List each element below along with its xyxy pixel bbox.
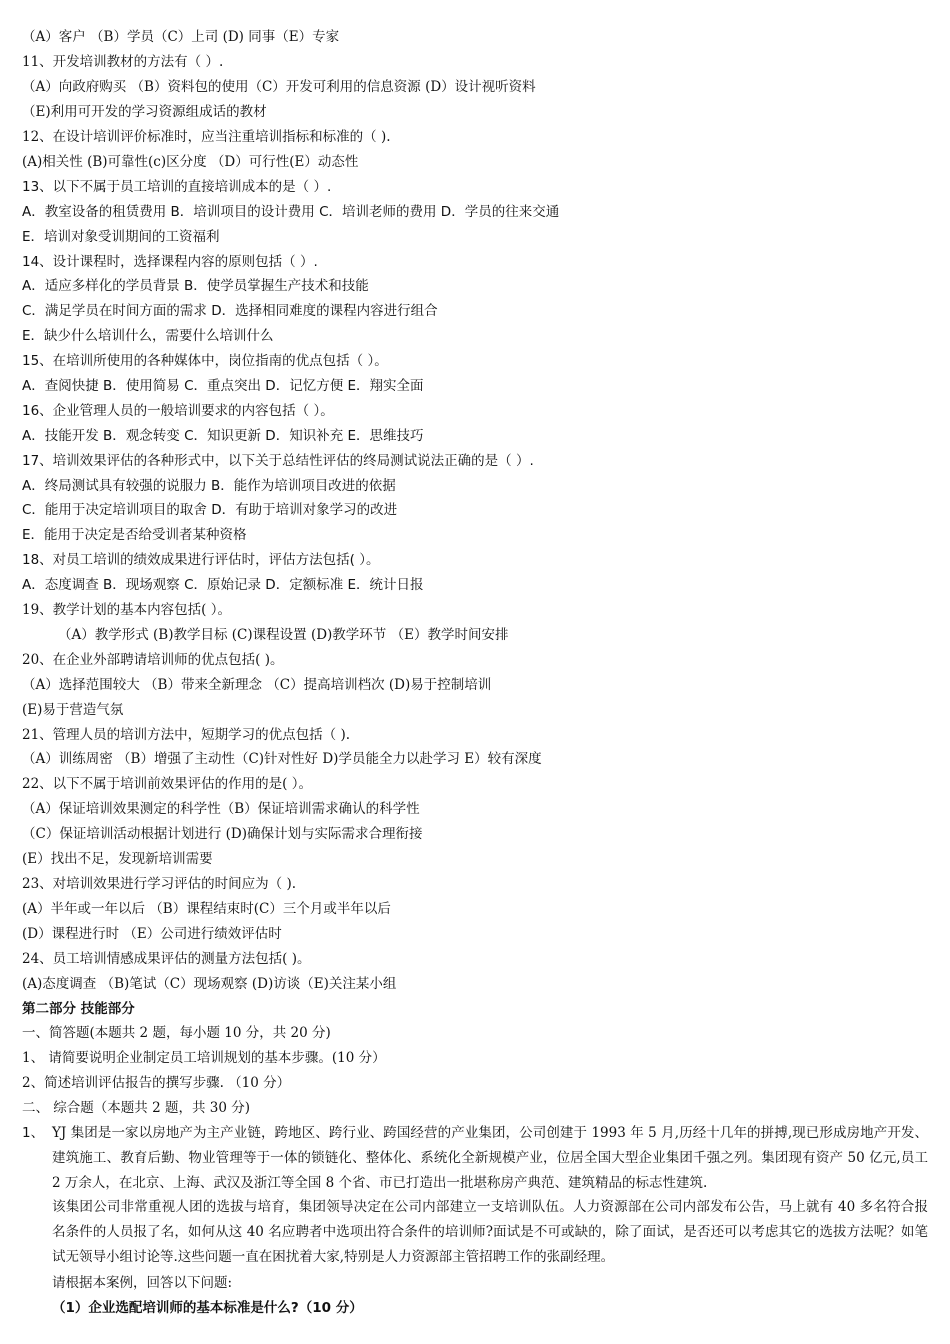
option-line: （A）客户 （B）学员（C）上司 (D) 同事（E）专家 (22, 29, 340, 45)
option-line: （A）选择范围较大 （B）带来全新理念 （C）提高培训档次 (D)易于控制培训 (22, 677, 492, 693)
question-11: 11、开发培训教材的方法有（ ）. (22, 54, 224, 70)
option-line: （C）保证培训活动根据计划进行 (D)确保计划与实际需求合理衔接 (22, 826, 423, 842)
case-paragraph-1: YJ 集团是一家以房地产为主产业链，跨地区、跨行业、跨国经营的产业集团，公司创建于 1993 年 5 月,历经十几年的拼搏,现已形成房地产开发、建筑施工、教育后勤、物业管理等于一体的锁链化、整体化、系统化全新规模产业，位居全国大型企业集团千强之列。集团现有资产 50 亿元,员工 2 万余人，在北京、上海、武汉及浙江等全国 8 个省、市已打造出一批堪称房产典范、建筑精品的标志性建筑. (52, 1125, 928, 1191)
comprehensive-heading: 二、 综合题（本题共 2 题，共 30 分) (22, 1100, 250, 1116)
question-22: 22、以下不属于培训前效果评估的作用的是( ）。 (22, 776, 312, 792)
question-18: 18、对员工培训的绩效成果进行评估时，评估方法包括( ）。 (22, 552, 380, 568)
case-paragraph-2: 该集团公司非常重视人团的选拔与培育，集团领导决定在公司内部建立一支培训队伍。人力资源部在公司内部发布公告，马上就有 40 多名符合报名条件的人员报了名，如何从这 40 名应聘者中选项出符合条件的培训师?面试是不可或缺的，除了面试，是否还可以考虑其它的选拔方法呢？如笔试无领导小组讨论等.这些问题一直在困扰着大家,特别是人力资源部主管招聘工作的张副经理。 (52, 1199, 928, 1265)
option-line: E．培训对象受训期间的工资福利 (22, 229, 220, 245)
option-line: (E)易于营造气氛 (22, 702, 124, 718)
option-line: (D）课程进行时 （E）公司进行绩效评估时 (22, 926, 282, 942)
option-line: （A）训练周密 （B）增强了主动性（C)针对性好 D)学员能全力以赴学习 E）较有深度 (22, 751, 542, 767)
question-24: 24、员工培训情感成果评估的测量方法包括( )。 (22, 951, 311, 967)
case-question-1: （1）企业选配培训师的基本标准是什么?（10 分） (52, 1300, 363, 1316)
option-line: A．终局测试具有较强的说服力 B．能作为培训项目改进的依据 (22, 478, 396, 494)
option-line: E．能用于决定是否给受训者某种资格 (22, 527, 247, 543)
option-line: C．能用于决定培训项目的取舍 D．有助于培训对象学习的改进 (22, 502, 398, 518)
section-heading: 第二部分 技能部分 (22, 1001, 135, 1017)
option-line: (A)相关性 (B)可靠性(c)区分度 （D）可行性(E）动态性 (22, 154, 359, 170)
option-line: A．查阅快捷 B．使用简易 C．重点突出 D．记忆方便 E．翔实全面 (22, 378, 424, 394)
question-16: 16、企业管理人员的一般培训要求的内容包括（ ）。 (22, 403, 334, 419)
option-line: C．满足学员在时间方面的需求 D．选择相同难度的课程内容进行组合 (22, 303, 438, 319)
option-line: (E）找出不足，发现新培训需要 (22, 851, 213, 867)
question-20: 20、在企业外部聘请培训师的优点包括( )。 (22, 652, 284, 668)
short-answer-q1: 1、 请简要说明企业制定员工培训规划的基本步骤。(10 分） (22, 1050, 386, 1066)
option-line: A．技能开发 B．观念转变 C．知识更新 D．知识补充 E．思维技巧 (22, 428, 424, 444)
question-19: 19、教学计划的基本内容包括( ）。 (22, 602, 231, 618)
option-line: A．教室设备的租赁费用 B．培训项目的设计费用 C．培训老师的费用 D．学员的往来交通 (22, 204, 560, 220)
question-17: 17、培训效果评估的各种形式中，以下关于总结性评估的终局测试说法正确的是（ ）. (22, 453, 534, 469)
option-line: (A）半年或一年以后 （B）课程结束时(C）三个月或半年以后 (22, 901, 391, 917)
question-14: 14、设计课程时，选择课程内容的原则包括（ ）. (22, 254, 318, 270)
option-line: A．适应多样化的学员背景 B．使学员掌握生产技术和技能 (22, 278, 369, 294)
option-line: （E)利用可开发的学习资源组成话的教材 (22, 104, 267, 120)
short-answer-heading: 一、简答题(本题共 2 题，每小题 10 分，共 20 分) (22, 1025, 331, 1041)
question-23: 23、对培训效果进行学习评估的时间应为（ ). (22, 876, 297, 892)
question-13: 13、以下不属于员工培训的直接培训成本的是（ ）. (22, 179, 332, 195)
short-answer-q2: 2、简述培训评估报告的撰写步骤. （10 分） (22, 1075, 291, 1091)
question-21: 21、管理人员的培训方法中，短期学习的优点包括（ ). (22, 727, 351, 743)
option-line: E．缺少什么培训什么，需要什么培训什么 (22, 328, 274, 344)
option-line: A．态度调查 B．现场观察 C．原始记录 D．定额标准 E．统计日报 (22, 577, 424, 593)
option-line: （A）教学形式 (B)教学目标 (C)课程设置 (D)教学环节 （E）教学时间安排 (58, 627, 509, 643)
case-instruction: 请根据本案例，回答以下问题: (52, 1275, 233, 1291)
question-12: 12、在设计培训评价标准时，应当注重培训指标和标准的（ ). (22, 129, 391, 145)
option-line: （A）保证培训效果测定的科学性（B）保证培训需求确认的科学性 (22, 801, 420, 817)
question-15: 15、在培训所使用的各种媒体中，岗位指南的优点包括（ ）。 (22, 353, 388, 369)
option-line: （A）向政府购买 （B）资料包的使用（C）开发可利用的信息资源 (D）设计视听资料 (22, 79, 536, 95)
option-line: (A)态度调查 （B)笔试（C）现场观察 (D)访谈（E)关注某小组 (22, 976, 397, 992)
case-marker: 1、 (22, 1125, 45, 1141)
